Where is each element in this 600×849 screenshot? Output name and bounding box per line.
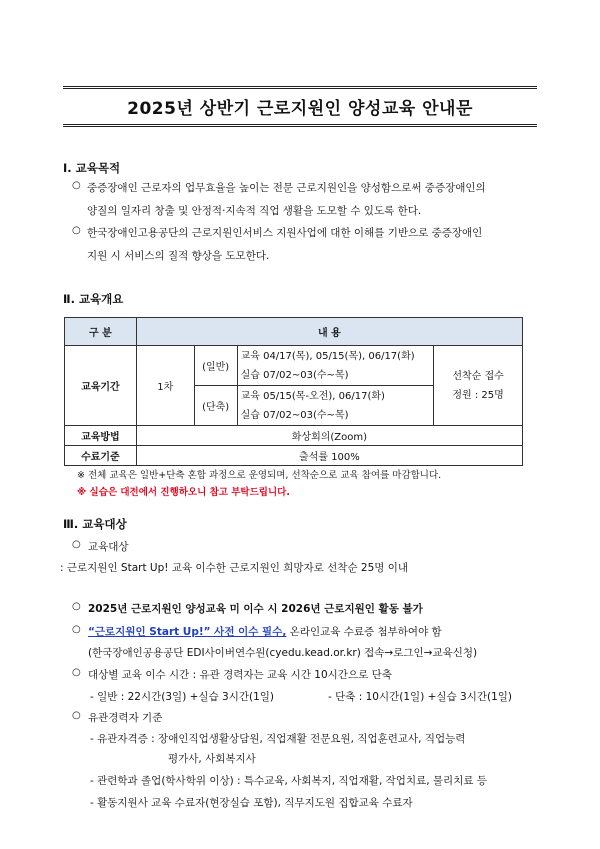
circle-bullet-icon: ○ — [72, 180, 81, 191]
purpose-1-line2: 양질의 일자리 창출 및 안정적·지속적 직업 생활을 도모할 수 있도록 한다. — [87, 205, 422, 217]
circle-bullet-icon: ○ — [72, 225, 81, 236]
experience-item3: - 활동지원사 교육 수료자(현장실습 포함), 직무지도원 집합교육 수료자 — [90, 797, 413, 809]
experience-item1-line2: 평가사, 사회복지사 — [168, 753, 256, 765]
method-value: 화상회의(Zoom) — [136, 426, 522, 446]
criteria-label: 수료기준 — [65, 446, 137, 466]
capacity-line2: 정원 : 25명 — [452, 389, 504, 401]
general-label: (일반) — [194, 346, 237, 386]
header-category: 구 분 — [65, 318, 137, 346]
criteria-value: 출석률 100% — [136, 446, 522, 466]
short-line1: 교육 05/15(목-오전), 06/17(화) — [240, 390, 385, 402]
hours-short: - 단축 : 10시간(1일) +실습 3시간(1일) — [328, 691, 513, 703]
table-header-row — [65, 318, 523, 346]
hours-title: 대상별 교육 이수 시간 : 유관 경력자는 교육 시간 10시간으로 단축 — [88, 669, 392, 681]
note-mixed-course: ※ 전체 교육은 일반+단축 혼합 과정으로 운영되며, 선착순으로 교육 참여를 마감합니다. — [77, 470, 442, 481]
experience-title: 유관경력자 기준 — [88, 712, 163, 724]
table-row — [65, 446, 523, 466]
method-label: 교육방법 — [65, 426, 137, 446]
activity-warning: 2025년 근로지원인 양성교육 미 이수 시 2026년 근로지원인 활동 불가 — [88, 603, 423, 615]
startup-requirement — [88, 624, 442, 639]
section-1-heading: Ⅰ. 교육목적 — [63, 161, 121, 175]
short-label: (단축) — [194, 386, 237, 426]
startup-highlight: “근로지원인 Start Up!” 사전 이수 필수, — [88, 626, 287, 638]
general-line1: 교육 04/17(목), 05/15(목), 06/17(화) — [240, 350, 415, 362]
circle-bullet-icon: ○ — [72, 601, 81, 612]
round-cell: 1차 — [136, 346, 194, 426]
startup-instructions: (한국장애인공용공단 EDI사이버연수원(cyedu.kead.or.kr) 접속→로그인→교육신청) — [88, 647, 478, 659]
capacity-cell — [434, 346, 523, 426]
circle-bullet-icon: ○ — [72, 710, 81, 721]
circle-bullet-icon: ○ — [72, 539, 81, 550]
experience-item1-line1: - 유관자격증 : 장애인직업생활상담원, 직업재활 전문요원, 직업훈련교사, 직업능력 — [90, 733, 466, 745]
short-line2: 실습 07/02~03(수~목) — [240, 409, 349, 421]
target-description: : 근로지원인 Start Up! 교육 이수한 근로지원인 희망자로 선착순 25명 이내 — [60, 562, 409, 574]
table-row — [65, 346, 523, 386]
purpose-2-line2: 지원 시 서비스의 질적 향상을 도모한다. — [87, 250, 270, 262]
overview-table — [64, 317, 523, 466]
hours-general: - 일반 : 22시간(3일) +실습 3시간(1일) — [90, 691, 275, 703]
short-schedule — [237, 386, 434, 426]
header-content: 내 용 — [136, 318, 522, 346]
section-2-heading: Ⅱ. 교육개요 — [63, 292, 124, 306]
title-box — [63, 86, 537, 127]
capacity-line1: 선착순 접수 — [452, 370, 504, 382]
experience-item2: - 관련학과 졸업(학사학위 이상) : 특수교육, 사회복지, 직업재활, 작업치료, 물리치료 등 — [90, 775, 487, 787]
purpose-1-line1: 중증장애인 근로자의 업무효율을 높이는 전문 근로지원인을 양성함으로써 중증장애인의 — [87, 182, 486, 194]
target-label: 교육대상 — [88, 541, 129, 553]
page-title: 2025년 상반기 근로지원인 양성교육 안내문 — [127, 99, 473, 119]
section-3-heading: Ⅲ. 교육대상 — [63, 517, 127, 531]
startup-rest: 온라인교육 수료증 첨부하여야 함 — [286, 626, 442, 638]
general-schedule — [237, 346, 434, 386]
period-label: 교육기간 — [65, 346, 137, 426]
circle-bullet-icon: ○ — [72, 667, 81, 678]
note-practice-location: ※ 실습은 대전에서 진행하오니 참고 부탁드립니다. — [77, 487, 290, 498]
general-line2: 실습 07/02~03(수~목) — [240, 369, 349, 381]
circle-bullet-icon: ○ — [72, 624, 81, 635]
table-row — [65, 426, 523, 446]
purpose-2-line1: 한국장애인고용공단의 근로지원인서비스 지원사업에 대한 이해를 기반으로 중증장애인 — [87, 227, 483, 239]
